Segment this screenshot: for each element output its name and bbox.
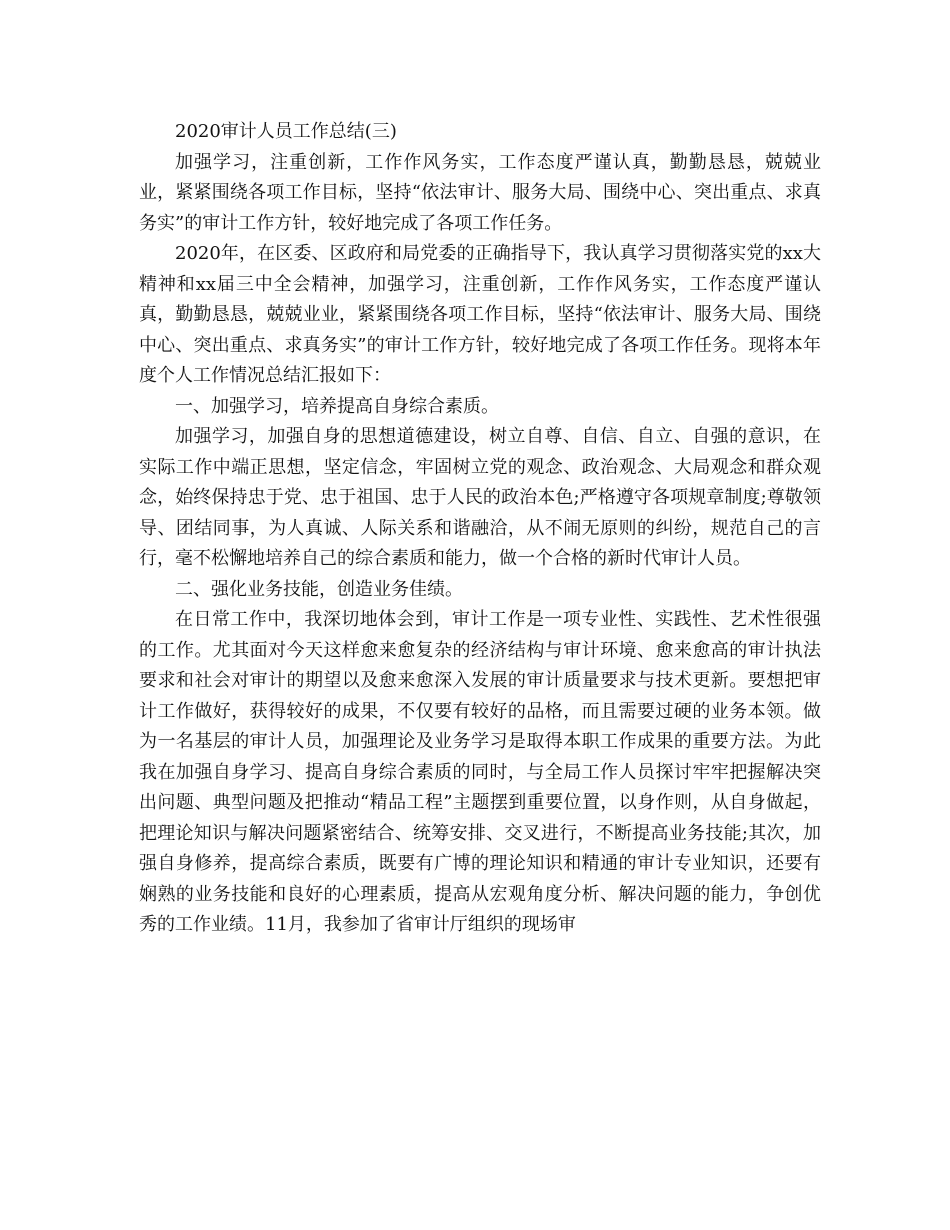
paragraph-section-2: 在日常工作中，我深切地体会到，审计工作是一项专业性、实践性、艺术性很强的工作。尤其面对今天这样愈来愈复杂的经济结构与审计环境、愈来愈高的审计执法要求和社会对审计的期望以及愈来愈深入发展的审计质量要求与技术更新。要想把审计工作做好，获得较好的成果，不仅要有较好的品格，而且需要过硬的业务本领。做为一名基层的审计人员，加强理论及业务学习是取得本职工作成果的重要方法。为此我在加强自身学习、提高自身综合素质的同时，与全局工作人员探讨牢牢把握解决突出问题、典型问题及把推动“精品工程”主题摆到重要位置，以身作则，从自身做起，把理论知识与解决问题紧密结合、统筹安排、交叉进行，不断提高业务技能;其次，加强自身修养，提高综合素质，既要有广博的理论知识和精通的审计专业知识，还要有娴熟的业务技能和良好的心理素质，提高从宏观角度分析、解决问题的能力，争创优秀的工作业绩。11月，我参加了省审计厅组织的现场审 bbox=[139, 609, 821, 935]
paragraph-summary: 2020年，在区委、区政府和局党委的正确指导下，我认真学习贯彻落实党的xx大精神和xx届三中全会精神，加强学习，注重创新，工作作风务实，工作态度严谨认真，勤勤恳恳，兢兢业业，紧紧围绕各项工作目标，坚持“依法审计、服务大局、围绕中心、突出重点、求真务实”的审计工作方针，较好地完成了各项工作任务。现将本年度个人工作情况总结汇报如下： bbox=[139, 243, 821, 386]
section-heading-2: 二、强化业务技能，创造业务佳绩。 bbox=[175, 578, 463, 600]
section-heading-1: 一、加强学习，培养提高自身综合素质。 bbox=[175, 395, 499, 417]
document-body bbox=[139, 117, 821, 941]
paragraph-section-1: 加强学习，加强自身的思想道德建设，树立自尊、自信、自立、自强的意识，在实际工作中端正思想，坚定信念，牢固树立党的观念、政治观念、大局观念和群众观念，始终保持忠于党、忠于祖国、忠于人民的政治本色;严格遵守各项规章制度;尊敬领导、团结同事，为人真诚、人际关系和谐融洽，从不闹无原则的纠纷，规范自己的言行，毫不松懈地培养自己的综合素质和能力，做一个合格的新时代审计人员。 bbox=[139, 426, 821, 569]
document-title: 2020审计人员工作总结(三) bbox=[175, 121, 397, 142]
paragraph-intro: 加强学习，注重创新，工作作风务实，工作态度严谨认真，勤勤恳恳，兢兢业业，紧紧围绕各项工作目标，坚持“依法审计、服务大局、围绕中心、突出重点、求真务实”的审计工作方针，较好地完成了各项工作任务。 bbox=[139, 151, 821, 234]
